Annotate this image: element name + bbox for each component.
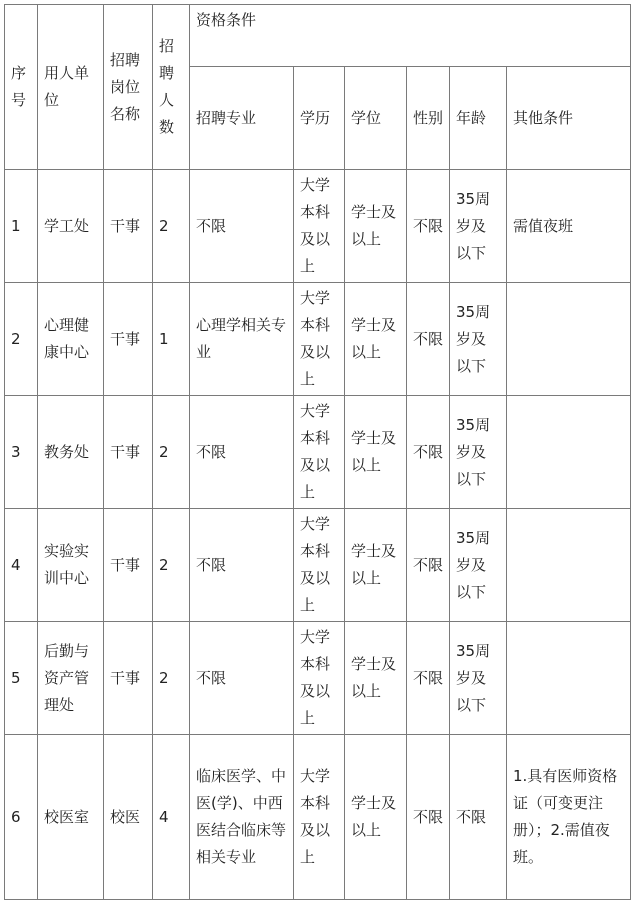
cell-age: 35周岁及以下 (450, 283, 507, 396)
cell-age: 35周岁及以下 (450, 396, 507, 509)
cell-gender: 不限 (407, 735, 450, 900)
cell-unit: 心理健康中心 (38, 283, 104, 396)
cell-position: 干事 (104, 622, 153, 735)
cell-index: 1 (5, 170, 38, 283)
cell-degree: 学士及以上 (345, 170, 407, 283)
cell-education: 大学本科及以上 (294, 396, 345, 509)
cell-degree: 学士及以上 (345, 509, 407, 622)
header-education: 学历 (294, 67, 345, 170)
cell-position: 干事 (104, 283, 153, 396)
cell-unit: 校医室 (38, 735, 104, 900)
cell-education: 大学本科及以上 (294, 622, 345, 735)
header-gender: 性别 (407, 67, 450, 170)
cell-count: 2 (153, 622, 190, 735)
cell-unit: 后勤与资产管理处 (38, 622, 104, 735)
table-row (5, 735, 631, 900)
cell-gender: 不限 (407, 509, 450, 622)
header-row-1 (5, 5, 631, 67)
header-count: 招聘人数 (153, 5, 190, 170)
cell-other (507, 622, 631, 735)
cell-major: 不限 (190, 622, 294, 735)
header-unit: 用人单位 (38, 5, 104, 170)
cell-other: 1.具有医师资格证（可变更注册）；2.需值夜班。 (507, 735, 631, 900)
cell-degree: 学士及以上 (345, 622, 407, 735)
cell-education: 大学本科及以上 (294, 170, 345, 283)
cell-count: 2 (153, 170, 190, 283)
cell-position: 校医 (104, 735, 153, 900)
cell-index: 4 (5, 509, 38, 622)
cell-position: 干事 (104, 509, 153, 622)
cell-other (507, 509, 631, 622)
cell-gender: 不限 (407, 622, 450, 735)
cell-unit: 实验实训中心 (38, 509, 104, 622)
cell-count: 2 (153, 396, 190, 509)
cell-other (507, 283, 631, 396)
cell-major: 不限 (190, 509, 294, 622)
recruitment-table (4, 4, 631, 900)
header-position: 招聘岗位名称 (104, 5, 153, 170)
header-index: 序号 (5, 5, 38, 170)
cell-index: 5 (5, 622, 38, 735)
cell-index: 2 (5, 283, 38, 396)
header-degree: 学位 (345, 67, 407, 170)
cell-major: 心理学相关专业 (190, 283, 294, 396)
cell-other (507, 396, 631, 509)
header-other: 其他条件 (507, 67, 631, 170)
cell-major: 不限 (190, 396, 294, 509)
cell-unit: 学工处 (38, 170, 104, 283)
cell-gender: 不限 (407, 283, 450, 396)
table-row (5, 170, 631, 283)
table-row (5, 509, 631, 622)
cell-age: 35周岁及以下 (450, 622, 507, 735)
cell-major: 临床医学、中医(学)、中西医结合临床等相关专业 (190, 735, 294, 900)
cell-age: 35周岁及以下 (450, 509, 507, 622)
cell-position: 干事 (104, 170, 153, 283)
cell-gender: 不限 (407, 170, 450, 283)
cell-other: 需值夜班 (507, 170, 631, 283)
cell-degree: 学士及以上 (345, 283, 407, 396)
header-qualifications: 资格条件 (190, 5, 631, 67)
cell-index: 3 (5, 396, 38, 509)
cell-gender: 不限 (407, 396, 450, 509)
cell-count: 4 (153, 735, 190, 900)
cell-education: 大学本科及以上 (294, 509, 345, 622)
cell-unit: 教务处 (38, 396, 104, 509)
table-row (5, 283, 631, 396)
cell-education: 大学本科及以上 (294, 283, 345, 396)
table-row (5, 396, 631, 509)
cell-index: 6 (5, 735, 38, 900)
cell-age: 35周岁及以下 (450, 170, 507, 283)
cell-count: 1 (153, 283, 190, 396)
header-major: 招聘专业 (190, 67, 294, 170)
cell-count: 2 (153, 509, 190, 622)
cell-major: 不限 (190, 170, 294, 283)
cell-age: 不限 (450, 735, 507, 900)
cell-position: 干事 (104, 396, 153, 509)
cell-degree: 学士及以上 (345, 396, 407, 509)
cell-degree: 学士及以上 (345, 735, 407, 900)
cell-education: 大学本科及以上 (294, 735, 345, 900)
header-age: 年龄 (450, 67, 507, 170)
table-row (5, 622, 631, 735)
